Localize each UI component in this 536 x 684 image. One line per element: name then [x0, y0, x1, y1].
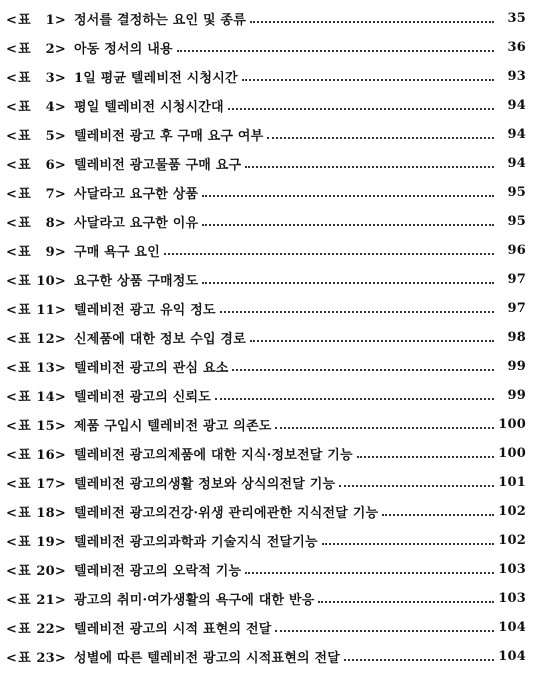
table-number: 8 — [45, 215, 55, 231]
table-number: 12 — [36, 331, 55, 347]
toc-entry — [6, 355, 526, 377]
page-number: 100 — [498, 416, 526, 432]
table-label: 표 — [18, 418, 31, 434]
toc-entry — [6, 645, 526, 667]
table-label: 표 — [18, 476, 31, 492]
entry-title: 1일 평균 텔레비전 시청시간 — [73, 70, 238, 86]
table-label: 표 — [18, 70, 31, 86]
table-number: 16 — [36, 447, 55, 463]
toc-entry — [6, 239, 526, 261]
toc-entry — [6, 210, 526, 232]
table-tag: <표 5> — [6, 128, 66, 144]
toc-entry — [6, 65, 526, 87]
toc-entry — [6, 36, 526, 58]
table-label: 표 — [18, 302, 31, 318]
table-number: 4 — [45, 99, 55, 115]
entry-title: 정서를 결정하는 요인 및 종류 — [73, 12, 246, 28]
table-tag: <표 22> — [6, 621, 66, 637]
entry-title: 텔레비전 광고의 시적 표현의 전달 — [73, 621, 272, 637]
table-number: 3 — [45, 70, 55, 86]
dot-leader — [202, 282, 494, 284]
page-number: 97 — [507, 271, 526, 287]
table-number: 17 — [36, 476, 55, 492]
table-tag: <표 17> — [6, 476, 66, 492]
table-label: 표 — [18, 447, 31, 463]
entry-title: 구매 욕구 요인 — [73, 244, 160, 260]
table-label: 표 — [18, 273, 31, 289]
table-number: 22 — [36, 621, 55, 637]
table-label: 표 — [18, 331, 31, 347]
table-label: 표 — [18, 360, 31, 376]
page-number: 99 — [507, 387, 526, 403]
table-number: 7 — [45, 186, 55, 202]
table-label: 표 — [18, 41, 31, 57]
toc-entry — [6, 558, 526, 580]
table-number: 18 — [36, 505, 55, 521]
toc-entry — [6, 471, 526, 493]
entry-title: 텔레비전 광고의 관심 요소 — [73, 360, 229, 376]
entry-title: 텔레비전 광고의 오락적 기능 — [73, 563, 242, 579]
table-tag: <표 7> — [6, 186, 66, 202]
page-number: 95 — [507, 213, 526, 229]
toc-entry — [6, 181, 526, 203]
dot-leader — [220, 311, 494, 313]
page-number: 102 — [498, 503, 526, 519]
page-number: 100 — [498, 445, 526, 461]
entry-title: 텔레비전 광고의생활 정보와 상식의전달 기능 — [73, 476, 336, 492]
table-number: 21 — [36, 592, 55, 608]
dot-leader — [339, 485, 494, 487]
dot-leader — [202, 195, 494, 197]
table-tag: <표 19> — [6, 534, 66, 550]
table-tag: <표 23> — [6, 650, 66, 666]
table-tag: <표 20> — [6, 563, 66, 579]
toc-entry — [6, 442, 526, 464]
page-number: 35 — [507, 10, 526, 26]
dot-leader — [177, 50, 494, 52]
toc-entry — [6, 500, 526, 522]
entry-title: 아동 정서의 내용 — [73, 41, 173, 57]
table-number: 19 — [36, 534, 55, 550]
table-number: 11 — [36, 302, 55, 318]
dot-leader — [250, 340, 494, 342]
entry-title: 신제품에 대한 정보 수입 경로 — [73, 331, 246, 347]
table-label: 표 — [18, 186, 31, 202]
page-number: 101 — [498, 474, 526, 490]
dot-leader — [357, 456, 494, 458]
dot-leader — [344, 659, 494, 661]
table-tag: <표 10> — [6, 273, 66, 289]
table-number: 23 — [36, 650, 55, 666]
table-tag: <표 15> — [6, 418, 66, 434]
dot-leader — [322, 543, 494, 545]
toc-entry — [6, 587, 526, 609]
page-number: 98 — [507, 329, 526, 345]
toc-entry — [6, 529, 526, 551]
page-number: 94 — [507, 97, 526, 113]
toc-entry — [6, 7, 526, 29]
table-number: 13 — [36, 360, 55, 376]
dot-leader — [232, 369, 494, 371]
toc-entry — [6, 384, 526, 406]
dot-leader — [267, 137, 494, 139]
page-number: 93 — [507, 68, 526, 84]
table-label: 표 — [18, 534, 31, 550]
table-tag: <표 8> — [6, 215, 66, 231]
page-number: 97 — [507, 300, 526, 316]
entry-title: 광고의 취미·여가생활의 욕구에 대한 반응 — [73, 592, 315, 608]
table-tag: <표 4> — [6, 99, 66, 115]
toc-entry — [6, 413, 526, 435]
entry-title: 성별에 따른 텔레비전 광고의 시적표현의 전달 — [73, 650, 340, 666]
dot-leader — [202, 224, 494, 226]
table-tag: <표 21> — [6, 592, 66, 608]
table-tag: <표 16> — [6, 447, 66, 463]
table-label: 표 — [18, 592, 31, 608]
table-label: 표 — [18, 157, 31, 173]
table-label: 표 — [18, 215, 31, 231]
entry-title: 텔레비전 광고의건강·위생 관리에관한 지식전달 기능 — [73, 505, 379, 521]
page-number: 96 — [507, 242, 526, 258]
dot-leader — [275, 630, 494, 632]
table-tag: <표 11> — [6, 302, 66, 318]
entry-title: 사달라고 요구한 상품 — [73, 186, 199, 202]
page-number: 99 — [507, 358, 526, 374]
table-tag: <표 3> — [6, 70, 66, 86]
table-tag: <표 13> — [6, 360, 66, 376]
table-number: 20 — [36, 563, 55, 579]
toc-entry — [6, 616, 526, 638]
entry-title: 제품 구입시 텔레비전 광고 의존도 — [73, 418, 272, 434]
table-number: 15 — [36, 418, 55, 434]
toc-entry — [6, 297, 526, 319]
table-tag: <표 18> — [6, 505, 66, 521]
page-number: 102 — [498, 532, 526, 548]
dot-leader — [318, 601, 494, 603]
entry-title: 텔레비전 광고 유익 정도 — [73, 302, 216, 318]
entry-title: 텔레비전 광고의제품에 대한 지식·정보전달 기능 — [73, 447, 353, 463]
table-label: 표 — [18, 389, 31, 405]
page-number: 103 — [498, 561, 526, 577]
page-number: 104 — [498, 648, 526, 664]
page-number: 95 — [507, 184, 526, 200]
table-tag: <표 14> — [6, 389, 66, 405]
table-number: 9 — [45, 244, 55, 260]
page-number: 104 — [498, 619, 526, 635]
dot-leader — [245, 166, 494, 168]
table-label: 표 — [18, 621, 31, 637]
table-number: 2 — [45, 41, 55, 57]
table-number: 14 — [36, 389, 55, 405]
table-label: 표 — [18, 244, 31, 260]
dot-leader — [275, 427, 494, 429]
dot-leader — [164, 253, 494, 255]
entry-title: 텔레비전 광고물품 구매 요구 — [73, 157, 242, 173]
entry-title: 평일 텔레비전 시청시간대 — [73, 99, 224, 115]
entry-title: 사달라고 요구한 이유 — [73, 215, 199, 231]
entry-title: 텔레비전 광고 후 구매 요구 여부 — [73, 128, 264, 144]
dot-leader — [250, 21, 494, 23]
toc-entry — [6, 326, 526, 348]
table-label: 표 — [18, 505, 31, 521]
page-number: 36 — [507, 39, 526, 55]
table-number: 5 — [45, 128, 55, 144]
dot-leader — [382, 514, 494, 516]
table-label: 표 — [18, 563, 31, 579]
table-label: 표 — [18, 128, 31, 144]
table-tag: <표 9> — [6, 244, 66, 260]
table-label: 표 — [18, 650, 31, 666]
table-tag: <표 2> — [6, 41, 66, 57]
table-tag: <표 6> — [6, 157, 66, 173]
dot-leader — [215, 398, 494, 400]
toc-entry — [6, 152, 526, 174]
table-tag: <표 1> — [6, 12, 66, 28]
entry-title: 요구한 상품 구매정도 — [73, 273, 199, 289]
table-tag: <표 12> — [6, 331, 66, 347]
toc-entry — [6, 268, 526, 290]
page-number: 103 — [498, 590, 526, 606]
page-number: 94 — [507, 155, 526, 171]
table-number: 1 — [45, 12, 55, 28]
toc-entry — [6, 94, 526, 116]
dot-leader — [242, 79, 494, 81]
table-number: 10 — [36, 273, 55, 289]
toc-entry — [6, 123, 526, 145]
entry-title: 텔레비전 광고의 신뢰도 — [73, 389, 211, 405]
table-number: 6 — [45, 157, 55, 173]
dot-leader — [245, 572, 494, 574]
table-label: 표 — [18, 12, 31, 28]
page-number: 94 — [507, 126, 526, 142]
entry-title: 텔레비전 광고의과학과 기술지식 전달기능 — [73, 534, 318, 550]
dot-leader — [228, 108, 494, 110]
table-label: 표 — [18, 99, 31, 115]
